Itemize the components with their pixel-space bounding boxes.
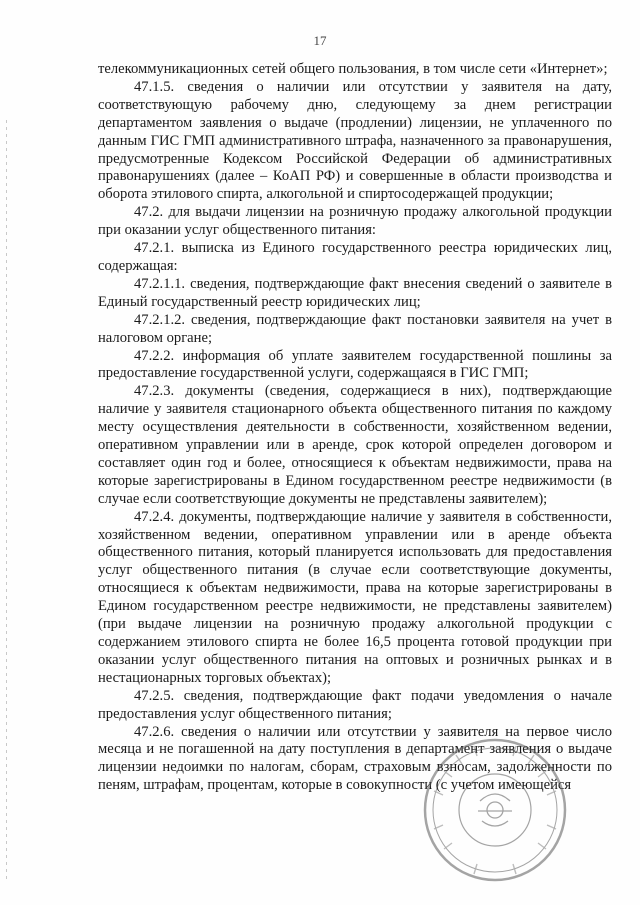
page-number: 17 (313, 33, 327, 48)
paragraph: 47.2.4. документы, подтверждающие наличие у заявителя в собственности, хозяйственном ведении, оперативном управлении или в аренде объекта общественного питания, который планируется использовать для предоставления услуг общественного питания (в случае если соответствующие документы, относящиеся к объектам недвижимости, права на которые зарегистрированы в Едином государственном реестре недвижимости, не представлены заявителем) (при выдаче лицензии на розничную продажу алкогольной продукции с содержанием этилового спирта не более 16,5 процента готовой продукции при оказании услуг общественного питания на оптовых и розничных рынках и в нестационарных торговых объектах); (98, 508, 612, 686)
paragraph: 47.1.5. сведения о наличии или отсутствии у заявителя на дату, соответствующую рабочему дню, следующему за днем регистрации департаментом заявления о выдаче (продлении) лицензии, не уплаченного по данным ГИС ГМП административного штрафа, назначенного за правонарушения, предусмотренные Кодексом Российской Федерации об административных правонарушениях (далее – КоАП РФ) и совершенные в области производства и оборота этилового спирта, алкогольной и спиртосодержащей продукции; (98, 78, 612, 203)
paragraph: 47.2.5. сведения, подтверждающие факт подачи уведомления о начале предоставления услуг общественного питания; (98, 687, 612, 722)
paragraph: 47.2.1.1. сведения, подтверждающие факт внесения сведений о заявителе в Единый государственный реестр юридических лиц; (98, 275, 612, 310)
document-body (98, 61, 612, 795)
paragraph: 47.2.1. выписка из Единого государственного реестра юридических лиц, содержащая: (98, 240, 612, 274)
paragraph: 47.2. для выдачи лицензии на розничную продажу алкогольной продукции при оказании услуг общественного питания: (98, 204, 612, 239)
paragraph: 47.2.2. информация об уплате заявителем государственной пошлины за предоставление государственной услуги, содержащаяся в ГИС ГМП; (98, 347, 612, 382)
paragraph: 47.2.6. сведения о наличии или отсутствии у заявителя на первое число месяца и не погашенной на дату поступления в департамент заявления о выдаче лицензии недоимки по налогам, сборам, страховым взносам, задолженности по пеням, штрафам, процентам, которые в совокупности (с учетом имеющейся (98, 723, 612, 794)
scan-edge-mark (6, 120, 7, 880)
paragraph: 47.2.1.2. сведения, подтверждающие факт постановки заявителя на учет в налоговом органе; (98, 311, 612, 346)
official-seal-stamp (420, 735, 570, 885)
paragraph: 47.2.3. документы (сведения, содержащиеся в них), подтверждающие наличие у заявителя стационарного объекта общественного питания по каждому месту осуществления деятельности в собственности, хозяйственном ведении, оперативном управлении или в аренде, срок которой определен договором и составляет один год и более, относящиеся к объектам недвижимости, права на которые зарегистрированы в Едином государственном реестре недвижимости (в случае если соответствующие документы не представлены заявителем); (98, 383, 612, 507)
paragraph: телекоммуникационных сетей общего пользования, в том числе сети «Интернет»; (98, 61, 608, 77)
